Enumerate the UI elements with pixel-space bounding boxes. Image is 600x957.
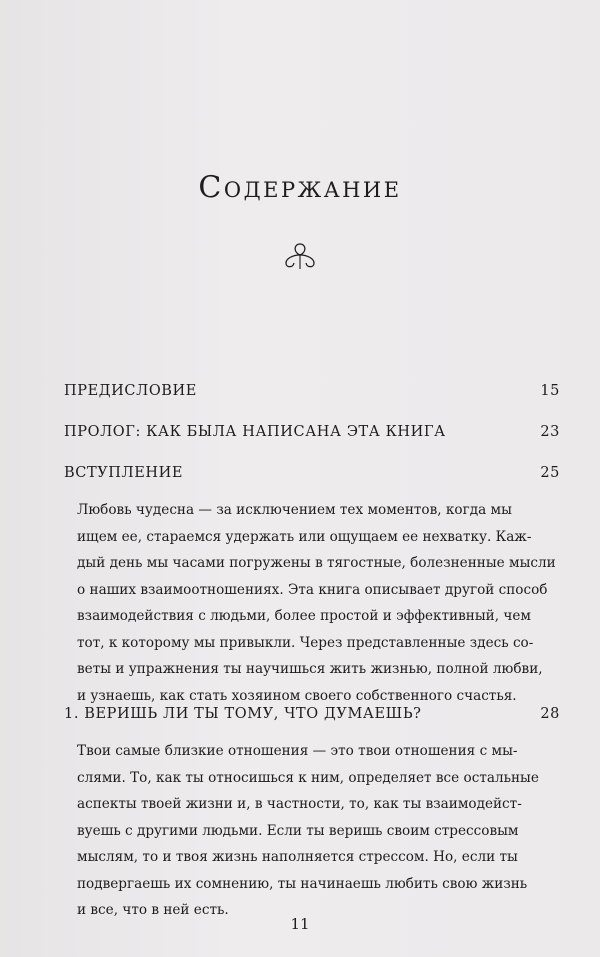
introduction-summary [77, 497, 556, 709]
flourish-ornament-icon [282, 241, 318, 271]
toc-entry-title: ВСТУПЛЕНИЕ [64, 465, 184, 481]
summary-line: Твои самые близкие отношения — это твои отношения с мы- [77, 743, 518, 759]
toc-entry-title: 1. ВЕРИШЬ ЛИ ТЫ ТОМУ, ЧТО ДУМАЕШЬ? [64, 706, 422, 722]
page-number: 11 [290, 915, 310, 933]
toc-entry-chapter-1[interactable] [64, 706, 560, 722]
summary-line: и узнаешь, как стать хозяином своего собственного счастья. [77, 687, 517, 704]
summary-line: и все, что в ней есть. [77, 902, 229, 918]
summary-line: ищем ее, стараемся удержать или ощущаем ее нехватку. Каж- [77, 528, 532, 545]
toc-entry-introduction[interactable] [64, 465, 560, 481]
summary-line: аспекты твоей жизни и, в частности, то, как ты взаимодейст- [77, 796, 522, 812]
summary-line: тот, к которому мы привыкли. Через представленные здесь со- [77, 634, 534, 651]
summary-line: вуешь с другими людьми. Если ты веришь своим стрессовым [77, 822, 519, 839]
toc-entry-page: 15 [540, 383, 560, 399]
summary-line: подвергаешь их сомнению, ты начинаешь любить свою жизнь [77, 875, 528, 892]
summary-line: веты и упражнения ты научишься жить жизнью, полной любви, [77, 661, 543, 677]
toc-entry-page: 23 [540, 424, 560, 440]
summary-line: мыслям, то и твоя жизнь наполняется стрессом. Но, если ты [77, 849, 518, 865]
toc-entry-prologue[interactable] [64, 424, 560, 440]
summary-line: дый день мы часами погружены в тягостные, болезненные мысли [77, 555, 556, 571]
summary-line: слями. То, как ты относишься к ним, определяет все остальные [77, 769, 539, 786]
page-title: Содержание [198, 170, 402, 205]
summary-line: Любовь чудесна — за исключением тех моментов, когда мы [77, 502, 512, 518]
toc-entry-title: ПРОЛОГ: КАК БЫЛА НАПИСАНА ЭТА КНИГА [64, 424, 446, 440]
summary-line: взаимодействия с людьми, более простой и эффективный, чем [77, 608, 531, 624]
toc-entry-title: ПРЕДИСЛОВИЕ [64, 383, 197, 399]
summary-line: о наших взаимоотношениях. Эта книга описывает другой способ [77, 581, 548, 598]
chapter-1-summary [77, 738, 547, 924]
toc-entry-page: 28 [540, 706, 560, 722]
toc-entry-preface[interactable] [64, 383, 560, 399]
toc-entry-page: 25 [540, 465, 560, 481]
